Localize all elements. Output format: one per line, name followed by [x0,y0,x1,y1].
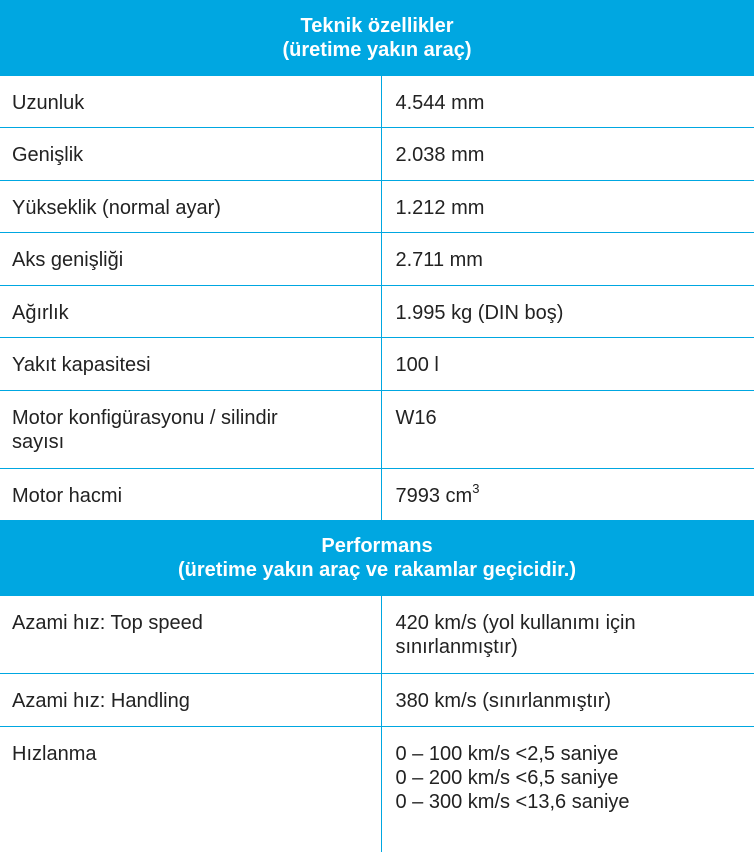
row-value [381,727,754,852]
table-row [0,391,754,469]
row-value: 1.212 mm [381,181,754,233]
row-label [0,391,381,469]
table-row [0,76,754,128]
row-value-line2: 0 – 200 km/s <6,5 saniye [396,766,743,790]
table-row [0,181,754,233]
section-title-line1: Performans [0,534,754,558]
row-label: Azami hız: Handling [0,674,381,727]
row-label: Azami hız: Top speed [0,596,381,674]
row-label: Aks genişliği [0,233,381,286]
row-value: 2.711 mm [381,233,754,286]
section-title-line2: (üretime yakın araç) [0,38,754,62]
row-label: Motor hacmi [0,469,381,521]
table-row [0,727,754,852]
row-value: 4.544 mm [381,76,754,128]
section-title-line1: Teknik özellikler [0,14,754,38]
value-text: 7993 cm [396,485,473,507]
table-row [0,128,754,181]
row-value: 2.038 mm [381,128,754,181]
table-row [0,674,754,727]
value-superscript: 3 [472,481,479,496]
row-value: 380 km/s (sınırlanmıştır) [381,674,754,727]
section-header-technical [0,0,754,76]
row-label: Genişlik [0,128,381,181]
section-title [0,0,754,76]
row-value: 100 l [381,338,754,391]
row-value: 1.995 kg (DIN boş) [381,286,754,338]
row-label-line1: Motor konfigürasyonu / silindir [12,406,369,430]
table-row [0,233,754,286]
section-header-performance [0,520,754,596]
table-row [0,596,754,674]
row-value-line3: 0 – 300 km/s <13,6 saniye [396,790,743,814]
row-value [381,469,754,521]
row-label: Yakıt kapasitesi [0,338,381,391]
row-label-line2: sayısı [12,430,369,454]
row-label: Hızlanma [0,727,381,852]
row-value-line1: 420 km/s (yol kullanımı için [396,611,743,635]
row-value [381,596,754,674]
row-label: Ağırlık [0,286,381,338]
table-row [0,469,754,521]
row-value: W16 [381,391,754,469]
row-value-line1: 0 – 100 km/s <2,5 saniye [396,742,743,766]
row-label: Yükseklik (normal ayar) [0,181,381,233]
table-row [0,286,754,338]
table-row [0,338,754,391]
section-title [0,520,754,596]
section-title-line2: (üretime yakın araç ve rakamlar geçicidir.) [0,558,754,582]
row-value-line2: sınırlanmıştır) [396,635,743,659]
row-label: Uzunluk [0,76,381,128]
